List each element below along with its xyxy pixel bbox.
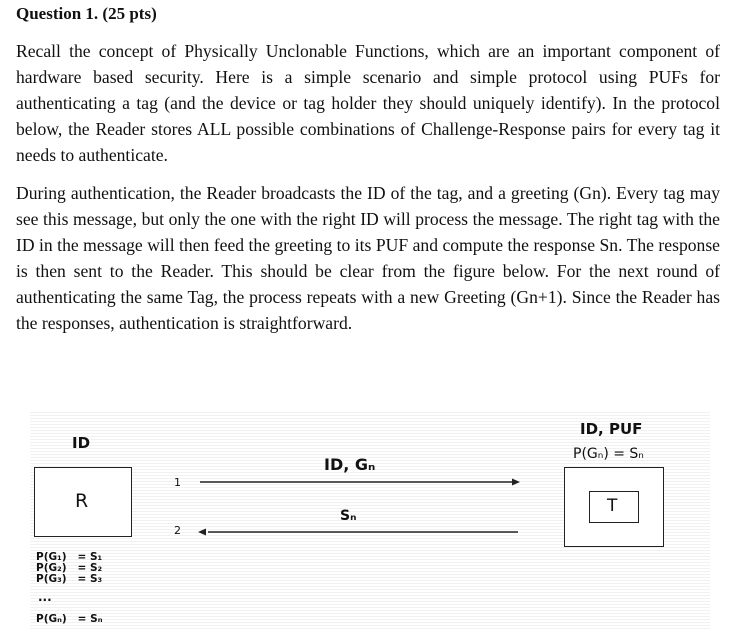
crp-row-1: P(G₁) = S₁ bbox=[36, 551, 103, 563]
step1-number: 1 bbox=[174, 476, 181, 489]
tag-box-label: T bbox=[607, 496, 618, 516]
tag-outer-box bbox=[564, 467, 664, 547]
crp-row-2: P(G₂) = S₂ bbox=[36, 562, 103, 574]
tag-puf-equation: P(Gₙ) = Sₙ bbox=[573, 446, 644, 462]
reader-id-label: ID bbox=[72, 434, 91, 452]
crp-row-n: P(Gₙ) = Sₙ bbox=[36, 613, 103, 625]
arrow-step1-head bbox=[512, 479, 520, 486]
step2-number: 2 bbox=[174, 524, 181, 537]
crp-row-3: P(G₃) = S₃ bbox=[36, 573, 103, 585]
tag-header-label: ID, PUF bbox=[580, 420, 643, 438]
step2-message-label: Sₙ bbox=[340, 508, 357, 524]
arrow-step2-head bbox=[198, 529, 206, 536]
protocol-figure bbox=[30, 410, 710, 630]
reader-box-label: R bbox=[75, 490, 89, 512]
question-title: Question 1. (25 pts) bbox=[16, 4, 157, 23]
paragraph-authentication: During authentication, the Reader broadcasts the ID of the tag, and a greeting (Gn). Every tag may see this message, but only the one with the right ID will process the message. The right tag with the ID in the message will then feed the greeting to its PUF and compute the response Sn. The response is then sent to the Reader. This should be clear from the figure below. For the next round of authenticating the same Tag, the process repeats with a new Greeting (Gn+1). Since the Reader has the responses, authentication is straightforward. bbox=[16, 183, 720, 333]
paragraph-puf-intro: Recall the concept of Physically Unclonable Functions, which are an important component of hardware based security. Here is a simple scenario and simple protocol using PUFs for authenticating a tag (and the device or tag holder they should uniquely identify). In the protocol below, the Reader stores ALL possible combinations of Challenge-Response pairs for every tag it needs to authenticate. bbox=[16, 41, 720, 165]
step1-message-label: ID, Gₙ bbox=[324, 455, 376, 474]
crp-ellipsis: ... bbox=[38, 590, 52, 604]
tag-inner-box bbox=[589, 491, 639, 523]
